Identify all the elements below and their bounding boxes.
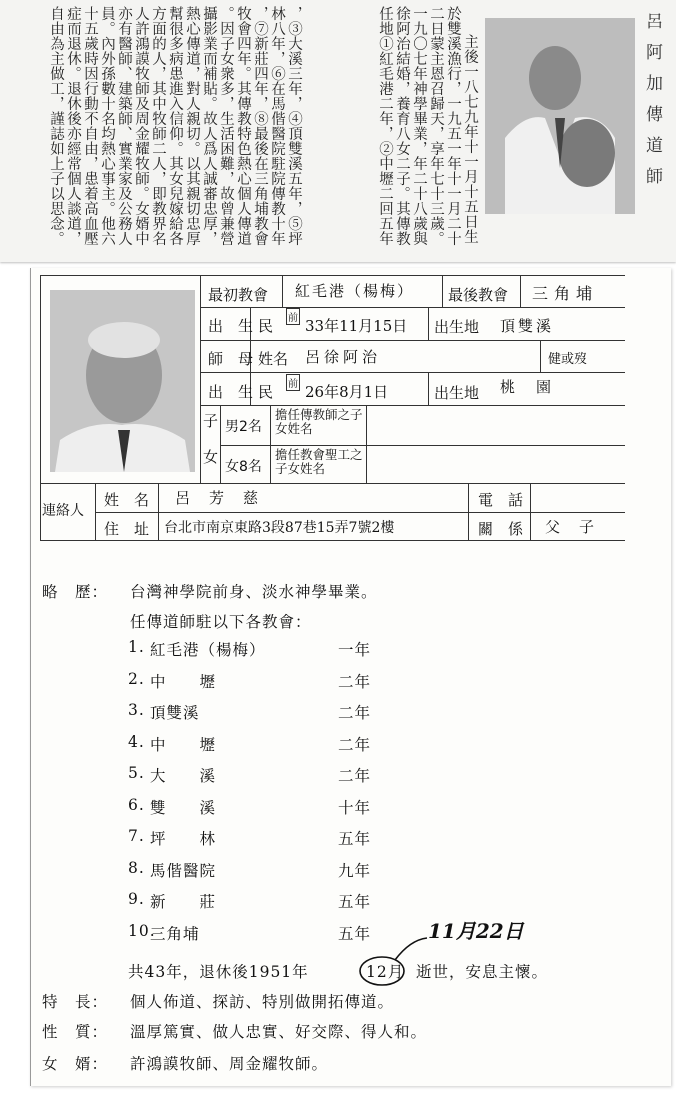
- church-name: 大 溪: [150, 767, 217, 785]
- clipping-column: 熱心傳道，對人親切。以其親切忠厚: [184, 6, 200, 246]
- birthplace-label: 出生地: [434, 318, 480, 336]
- table-border: [200, 372, 625, 373]
- summary-circled: 12月: [366, 963, 405, 981]
- table-border: [220, 405, 221, 483]
- portrait-photo: [50, 290, 195, 472]
- church-name: 頂雙溪: [150, 704, 200, 722]
- table-border: [200, 340, 625, 341]
- specialty-value: 個人佈道、探訪、特別做開拓傳道。: [130, 993, 395, 1011]
- church-years: 二年: [338, 672, 372, 691]
- church-number: 7.: [128, 827, 145, 845]
- church-name: 中 壢: [150, 735, 217, 754]
- first-church-value: 紅毛港（楊梅）: [295, 282, 415, 300]
- clipping-column: 人許鴻謨牧師及周金耀牧師。女婿中: [133, 6, 149, 246]
- birthplace-value: 頂雙溪: [500, 317, 555, 335]
- clipping-column: 牧會四年。其傳教特色熱心個人傳道: [235, 6, 251, 246]
- church-number: 2.: [128, 669, 145, 688]
- birth-era-prefix: 民: [258, 317, 274, 335]
- summary-text-b: 逝世，安息主懷。: [416, 963, 549, 981]
- sonsinlaw-value: 許鴻謨牧師、周金耀牧師。: [130, 1055, 329, 1073]
- wife-name-label: 姓名: [258, 350, 289, 368]
- wife-birthplace-label: 出生地: [434, 384, 480, 402]
- wife-birthplace-value: 桃 園: [500, 378, 555, 396]
- clipping-column: 症而退休。退休後亦經常個人談道，: [65, 6, 81, 246]
- church-name: 紅毛港（楊梅）: [150, 641, 266, 659]
- church-years: 二年: [338, 704, 372, 722]
- handwritten-date: 11月22日: [428, 919, 524, 943]
- clipping-column: 自由為主做工，謹誌如上子以思念。: [48, 6, 64, 246]
- daughters-note: 擔任教會聖工之子女姓名: [275, 447, 363, 476]
- relation-value: 父 子: [545, 518, 597, 536]
- table-border: [95, 483, 96, 540]
- table-border: [468, 483, 469, 540]
- church-number: 8.: [128, 858, 145, 877]
- last-church-label: 最後教會: [448, 286, 509, 304]
- character-label: 性 質：: [42, 1023, 109, 1041]
- contact-label: 連絡人: [42, 503, 84, 519]
- wife-birth-era-box: 前: [286, 374, 300, 391]
- church-name: 中 壢: [150, 672, 217, 691]
- clipping-column: 一九〇七年神學畢業，年二十八歲與: [411, 6, 427, 246]
- clipping-portrait-photo: [485, 18, 635, 214]
- church-years: 一年: [338, 641, 372, 659]
- table-border: [520, 275, 521, 307]
- church-years: 九年: [338, 861, 372, 880]
- address-value: 台北市南京東路3段87巷15弄7號2樓: [164, 520, 395, 536]
- table-border: [200, 405, 625, 406]
- table-border: [220, 445, 625, 446]
- sons-count: 男2名: [225, 419, 262, 435]
- clipping-column: 員。內外孫數十名均熱心事主。他六: [99, 6, 115, 246]
- church-years: 五年: [338, 893, 372, 911]
- newspaper-clipping: [0, 0, 676, 262]
- wife-birth-date-value: 26年8月1日: [305, 383, 389, 401]
- churches-intro: 任傳道師駐以下各教會：: [130, 613, 312, 631]
- table-border: [366, 405, 367, 483]
- church-years: 五年: [338, 830, 372, 848]
- clipping-column: 十五歲時因行動不自由，患着高血壓: [82, 6, 98, 246]
- address-label: 住 址: [104, 520, 150, 538]
- church-number: 5.: [128, 764, 145, 782]
- clipping-column: 幫很多病患進入信仰。其女兒嫁給各: [167, 6, 183, 246]
- sonsinlaw-label: 女 婿：: [42, 1055, 109, 1073]
- table-border: [40, 540, 625, 541]
- wife-label: 師 母: [208, 350, 254, 368]
- wife-birth-label: 出 生: [208, 383, 254, 401]
- table-border: [282, 275, 283, 307]
- birth-era-box: 前: [286, 308, 300, 325]
- children-label-son: 子: [203, 412, 219, 430]
- birth-label: 出 生: [208, 317, 254, 335]
- wife-status-label: 健或歿: [548, 352, 588, 367]
- contact-name-label: 姓 名: [104, 491, 150, 509]
- church-number: 4.: [128, 732, 145, 751]
- table-border: [40, 483, 625, 484]
- clipping-column: 二日蒙主恩召歸天，享年七十三歲。: [428, 6, 444, 246]
- church-number: 10.: [128, 921, 156, 940]
- clipping-column: 方面的人，其中牧師二人，即教界名: [150, 6, 166, 246]
- summary-text-a: 共43年，退休後1951年: [128, 963, 309, 981]
- church-number: 1.: [128, 638, 145, 656]
- wife-birth-era-prefix: 民: [258, 383, 274, 401]
- daughters-count: 女8名: [225, 459, 262, 475]
- table-border: [158, 483, 159, 540]
- history-label: 略 歷：: [42, 583, 109, 601]
- church-name: 新 莊: [150, 893, 217, 911]
- church-name: 雙 溪: [150, 798, 217, 817]
- birth-date-value: 33年11月15日: [305, 317, 408, 335]
- church-name: 坪 林: [150, 830, 217, 848]
- table-border: [95, 512, 625, 513]
- clipping-column: ，③大溪三年，④頂雙溪五年，⑤坪: [286, 6, 302, 246]
- church-years: 二年: [338, 735, 372, 754]
- church-name: 馬偕醫院: [150, 861, 217, 880]
- clipping-column: 。因子女衆多，生活困難，故曾兼營: [218, 6, 234, 246]
- specialty-label: 特 長：: [42, 993, 109, 1011]
- church-years: 五年: [338, 924, 372, 943]
- wife-name-value: 呂徐阿治: [305, 348, 382, 366]
- clipping-column: 主後一八七九年十一月十五日生: [462, 34, 478, 244]
- sons-note: 擔任傳教師之子女姓名: [275, 407, 363, 436]
- table-border: [40, 275, 41, 540]
- children-label-daughter: 女: [203, 448, 219, 466]
- church-years: 二年: [338, 767, 372, 785]
- table-border: [428, 372, 429, 405]
- clipping-title: 呂阿加傳道師: [642, 12, 662, 198]
- contact-name-value: 呂 芳 慈: [175, 489, 261, 507]
- church-number: 6.: [128, 795, 145, 814]
- relation-label: 關 係: [478, 520, 524, 538]
- table-border: [530, 483, 531, 540]
- church-name: 三角埔: [150, 924, 200, 943]
- clipping-column: 林八年，⑥在馬偕醫院駐院傳教十年: [269, 6, 285, 246]
- education-text: 台灣神學院前身、淡水神學畢業。: [130, 583, 378, 601]
- last-church-value: 三角埔: [532, 284, 599, 303]
- table-border: [428, 307, 429, 340]
- church-number: 9.: [128, 890, 145, 908]
- clipping-column: 亦有醫師、建築師、實業家及公務人: [116, 6, 132, 246]
- table-border: [540, 340, 541, 372]
- clipping-column: 攝影業而補貼。故人爲人誠審忠厚，: [201, 6, 217, 246]
- clipping-column: 任地①紅毛港二年，②中壢二回五年: [377, 6, 393, 246]
- clipping-column: 徐阿治結婚，養育八女二子。其傳教: [394, 6, 410, 246]
- character-value: 溫厚篤實、做人忠實、好交際、得人和。: [130, 1023, 428, 1041]
- table-border: [442, 275, 443, 307]
- table-border: [40, 275, 625, 276]
- clipping-column: ，⑦新莊四年，⑧最後在三角埔教會: [252, 6, 268, 246]
- church-number: 3.: [128, 701, 145, 719]
- table-border: [270, 405, 271, 483]
- first-church-label: 最初教會: [208, 286, 269, 304]
- table-border: [200, 307, 625, 308]
- clipping-column: 於雙溪漁行，一九五一年十一月二十: [445, 6, 461, 246]
- church-years: 十年: [338, 798, 372, 817]
- phone-label: 電 話: [478, 491, 524, 509]
